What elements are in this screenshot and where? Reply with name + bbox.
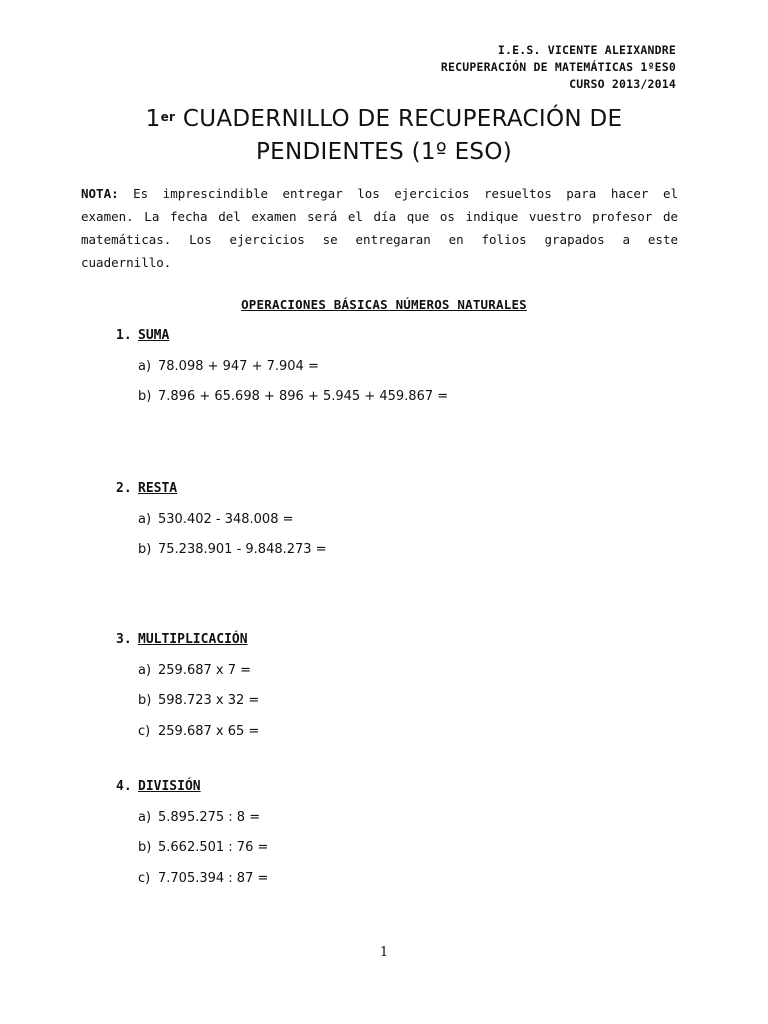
note-body: Es imprescindible entregar los ejercicios resueltos para hacer el examen. La fecha del examen será el día que os indique vuestro profesor de matemáticas. Los ejercicios se entregaran en folios grapados a este cuadernillo. xyxy=(81,186,678,270)
document-title xyxy=(80,103,688,169)
exercise-item xyxy=(138,663,251,678)
item-letter: b) xyxy=(138,840,152,855)
exercise-item xyxy=(138,871,268,886)
exercise-division xyxy=(116,779,269,886)
exercise-number: 2. xyxy=(116,481,132,496)
item-letter: a) xyxy=(138,810,152,825)
item-letter: a) xyxy=(138,512,152,527)
item-text: 7.705.394 : 87 = xyxy=(158,871,269,886)
item-text: 75.238.901 - 9.848.273 = xyxy=(158,542,327,557)
exercise-heading xyxy=(116,779,201,799)
section-title: OPERACIONES BÁSICAS NÚMEROS NATURALES xyxy=(241,297,527,312)
exercise-suma xyxy=(116,328,449,404)
exercise-heading xyxy=(116,328,169,348)
item-text: 259.687 x 65 = xyxy=(158,724,260,739)
school-year: CURSO 2013/2014 xyxy=(569,77,676,91)
exercise-label: MULTIPLICACIÓN xyxy=(138,632,248,647)
note-lead: NOTA: xyxy=(81,186,119,201)
exercise-heading xyxy=(116,481,177,501)
item-text: 5.662.501 : 76 = xyxy=(158,840,269,855)
item-text: 7.896 + 65.698 + 896 + 5.945 + 459.867 = xyxy=(158,389,449,404)
item-letter: b) xyxy=(138,693,152,708)
exercise-item xyxy=(138,512,294,527)
exercise-number: 3. xyxy=(116,632,132,647)
item-letter: c) xyxy=(138,871,151,886)
item-text: 78.098 + 947 + 7.904 = xyxy=(158,359,319,374)
item-text: 5.895.275 : 8 = xyxy=(158,810,261,825)
exercise-number: 1. xyxy=(116,328,132,343)
item-text: 598.723 x 32 = xyxy=(158,693,260,708)
exercise-item xyxy=(138,693,259,708)
title-ordinal-suffix: er xyxy=(160,110,176,124)
item-letter: c) xyxy=(138,724,151,739)
exercise-label: SUMA xyxy=(138,328,170,343)
exercise-item xyxy=(138,359,319,374)
title-line-1 xyxy=(80,103,688,136)
document-header xyxy=(441,42,676,93)
course-subject: RECUPERACIÓN DE MATEMÁTICAS 1ºES0 xyxy=(440,60,676,74)
item-letter: b) xyxy=(138,542,152,557)
item-letter: a) xyxy=(138,359,152,374)
exercise-item xyxy=(138,389,448,404)
exercise-multiplicacion xyxy=(116,632,260,739)
exercise-resta xyxy=(116,481,327,557)
page-number: 1 xyxy=(379,945,389,960)
title-line-1-text: CUADERNILLO DE RECUPERACIÓN DE xyxy=(175,106,623,132)
exercise-heading xyxy=(116,632,248,652)
exercise-item xyxy=(138,542,327,557)
item-letter: a) xyxy=(138,663,152,678)
title-ordinal: 1 xyxy=(145,106,161,132)
item-text: 259.687 x 7 = xyxy=(158,663,252,678)
exercise-label: DIVISIÓN xyxy=(138,779,201,794)
item-text: 530.402 - 348.008 = xyxy=(158,512,294,527)
school-name: I.E.S. VICENTE ALEIXANDRE xyxy=(497,43,676,57)
exercise-label: RESTA xyxy=(138,481,178,496)
title-line-2: PENDIENTES (1º ESO) xyxy=(256,139,512,165)
item-letter: b) xyxy=(138,389,152,404)
exercise-number: 4. xyxy=(116,779,132,794)
note-paragraph xyxy=(81,182,678,274)
exercise-item xyxy=(138,840,268,855)
exercise-item xyxy=(138,810,260,825)
exercise-item xyxy=(138,724,259,739)
